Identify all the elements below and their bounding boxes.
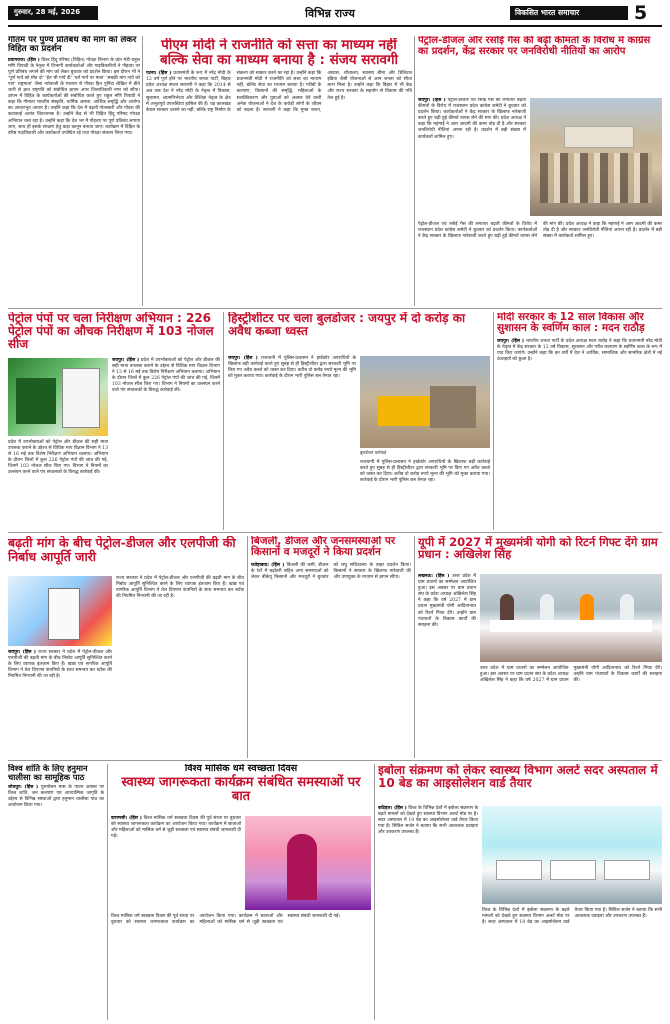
awareness-event-photo bbox=[245, 816, 371, 910]
headline: बढ़ती मांग के बीच पेट्रोल-डीजल और एलपीजी की निर्बाध आपूर्ति जारी bbox=[8, 536, 236, 564]
column-rule bbox=[414, 36, 415, 306]
row-rule bbox=[8, 308, 662, 309]
story-body: पेट्रोल-डीजल एवं रसोई गैस की लगातार बढ़ती कीमतों के विरोध में राजस्थान प्रदेश कांग्रेस कमेटी ने बुधवार को प्रदर्शन किया। कार्यकर्ताओं ने केंद्र सरकार के खिलाफ नारेबाजी करते हुए बढ़ी हुई कीमतें वापस लेने की मांग की। प्रदेश अध्यक्ष ने कहा कि महंगाई ने आम आदमी की कमर तोड़ दी है और सरकार जनविरोधी नीतियां अपना रही है। प्रदर्शन में बड़ी संख्या में कार्यकर्ता शामिल हुए। bbox=[418, 98, 526, 140]
story-hanuman-chalisa bbox=[8, 764, 104, 1020]
headline: स्वास्थ्य जागरूकता कार्यक्रम संबंधित समस्याओं पर बात bbox=[121, 775, 361, 805]
dateline: फतेहाबाद। (हिंस ) bbox=[251, 562, 285, 568]
story-body-continued: पेट्रोल-डीजल एवं रसोई गैस की लगातार बढ़ती कीमतों के विरोध में राजस्थान प्रदेश कांग्रेस कमेटी ने बुधवार को प्रदर्शन किया। कार्यकर्ताओं ने केंद्र सरकार के खिलाफ नारेबाजी करते हुए बढ़ी हुई कीमतें वापस लेने की मांग की। प्रदेश अध्यक्ष ने कहा कि महंगाई ने आम आदमी की कमर तोड़ दी है और सरकार जनविरोधी नीतियां अपना रही है। प्रदर्शन में बड़ी संख्या में कार्यकर्ता शामिल हुए। bbox=[418, 222, 662, 240]
section-title-box bbox=[245, 6, 415, 20]
story-body: राज्य सरकार ने प्रदेश में पेट्रोल-डीजल और एलपीजी की बढ़ती मांग के बीच निर्बाध आपूर्ति सुनिश्चित करने के लिए व्यापक इंतजाम किए हैं। खाद्य एवं नागरिक आपूर्ति विभाग ने तेल विपणन कंपनियों के साथ समन्वय कर स्टॉक की नियमित निगरानी की जा रही है। bbox=[8, 650, 112, 680]
bulldozer-photo bbox=[360, 356, 490, 448]
dateline: कटिहार। (हिंस ) bbox=[378, 806, 407, 811]
dateline: लखनऊ। (हिंस ) bbox=[418, 574, 450, 579]
story-body: राजधानी में पुलिस-प्रशासन ने हार्डकोर अपराधियों के खिलाफ बड़ी कार्रवाई करते हुए सुबह से ही हिस्ट्रीशीटर द्वारा सरकारी भूमि पर किए गए अवैध कब्जे को ध्वस्त कर दिया। करीब दो करोड़ रुपये मूल्य की भूमि को मुक्त कराया गया। कार्रवाई के दौरान भारी पुलिस बल तैनात रहा। bbox=[228, 356, 356, 380]
dateline: जयपुर। (हिंस ) bbox=[112, 358, 140, 363]
dateline: जोधपुर। (हिंस ) bbox=[8, 784, 39, 790]
story-body-continued: विश्व मासिक धर्म स्वच्छता दिवस की पूर्व संध्या पर बुधवार को स्वास्थ्य जागरूकता कार्यक्रम का आयोजन किया गया। कार्यक्रम में छात्राओं और महिलाओं को मासिक धर्म से जुड़ी स्वच्छता एवं स्वास्थ्य संबंधी जानकारी दी गई। bbox=[111, 914, 341, 926]
story-body-continued: उत्तर प्रदेश में ग्राम प्रधानों का सम्मेलन आयोजित हुआ। इस अवसर पर ग्राम प्रधान संघ के प्रदेश अध्यक्ष अखिलेश सिंह ने कहा कि वर्ष 2027 में ग्राम प्रधान मुख्यमंत्री योगी आदित्यनाथ को रिटर्न गिफ्ट देंगे। उन्होंने ग्राम पंचायतों के विकास कार्यों की सराहना की। bbox=[480, 666, 662, 684]
story-akhilesh-singh bbox=[418, 536, 662, 758]
story-body-continued: राजधानी में पुलिस-प्रशासन ने हार्डकोर अपराधियों के खिलाफ बड़ी कार्रवाई करते हुए सुबह से ही हिस्ट्रीशीटर द्वारा सरकारी भूमि पर किए गए अवैध कब्जे को ध्वस्त कर दिया। करीब दो करोड़ रुपये मूल्य की भूमि को मुक्त कराया गया। कार्रवाई के दौरान भारी पुलिस बल तैनात रहा। bbox=[360, 460, 490, 484]
masthead bbox=[0, 0, 670, 36]
isolation-ward-photo bbox=[482, 806, 662, 904]
paper-name: विकसित भारत समाचार bbox=[515, 8, 580, 17]
story-ebola-alert bbox=[378, 764, 662, 1020]
story-body: विश्व हिंदू परिषद (विहित) गोरक्षा विभाग के प्रांत मंत्री राहुल मणि त्रिपाठी के नेतृत्व में विभागी कार्यकर्ताओं और गाइडिकारियों ने गौहत्या पर पूर्ण प्रतिबंध लगाने की मांग को लेकर बुधवार को प्रदर्शन किया। इस दौरान भी ने 'पूर्ण गायें को मौत दो' 'हेत भी गायें दी' 'धर्म गायें पर माता' 'सबकी मांग गायें को पाएं' राष्ट्रमाता' जैसा नारेबाजी के माध्यम से गौवंश हित पुनिंदा लेखित में बीते जारी से ज्ञात राष्ट्रपति को संबोधित ज्ञापन अपर जिलाधिकारी नगर को सौंपा। ज्ञापन में विहित के कार्यकर्ताओं की संबोधित करते हुए राहुल मणि त्रिपाठी ने कहा कि गौमाता भारतीय संस्कृति, धार्मिक आस्था, आर्थिक समृद्धि और आरोग्य का आधारभूत आधार है। उन्होंने कहा कि देश में बढ़ती गोतस्करी और गौवंश की कटाकाई अत्यंत चिंताजनक है। उन्होंने केंद्र से भी विहित हिंदू परिषद गोरक्षा अभियान चला रहा है। उन्होंने कहा कि देश भर में गौहत्या पर पूर्ण प्रतिबंध लगाया जाए, साथ ही इसके संरक्षण हेतु कड़ा कानून बनाया जाए। कार्यक्रम में विहित के वरिष्ठ पदाधिकारी और कार्यकर्ता उपस्थित रहे तथा गौरक्षा संकल्प लिया गया। bbox=[8, 57, 140, 136]
story-body: भारतीय जनता पार्टी के प्रदेश अध्यक्ष मदन राठौड़ ने कहा कि प्रधानमंत्री नरेंद्र मोदी के नेतृत्व में केंद्र सरकार के 12 वर्ष विकास, सुशासन और गरीब कल्याण के स्वर्णिम काल के रूप में याद किए जाएंगे। उन्होंने कहा कि इन वर्षों में देश ने आर्थिक, सामाजिक और सामरिक क्षेत्रों में नई ऊंचाइयों को छुआ है। bbox=[497, 338, 662, 362]
story-body: प्रधानमंत्री के रूप में नरेंद्र मोदी के 12 वर्ष पूर्ण होने पर भारतीय जनता पार्टी, बिहार प्रदेश अध्यक्ष संजय सरावगी ने कहा कि 2014 से अब तक देश ने नरेंद्र मोदी के नेतृत्व में विकास, सुशासन, आत्मनिर्भरता और वैश्विक नेतृत्व के क्षेत्र में अभूतपूर्व उपलब्धियां हासिल की हैं। यह कालखंड केवल सरकार चलाने का नहीं, बल्कि राष्ट्र निर्माण के संकल्प को साकार करने का रहा है। उन्होंने कहा कि प्रधानमंत्री मोदी ने राजनीति को सत्ता का माध्यम नहीं, बल्कि सेवा का माध्यम बनाया है। गरीबों के कल्याण, किसानों की समृद्धि, महिलाओं के सशक्तिकरण और युवाओं को अवसर देने वाली अनेक योजनाओं ने देश के करोड़ों लोगों के जीवन को बदला है। सरावगी ने कहा कि मुफ्त राशन, आवास, शौचालय, स्वास्थ्य बीमा और डिजिटल इंडिया जैसी योजनाओं से आम जनता को सीधा लाभ मिला है। उन्होंने कहा कि बिहार में भी केंद्र और राज्य सरकार के सहयोग से विकास की गति तेज हुई है। bbox=[146, 71, 412, 113]
dateline: जयपुर। (हिंस ) bbox=[497, 338, 525, 344]
dateline: जयपुर। (हिंस ) bbox=[8, 650, 36, 655]
page-number: 5 bbox=[634, 2, 648, 24]
story-body-continued: प्रदेश में उपभोक्ताओं को पेट्रोल और डीजल की सही मात्रा उपलब्ध कराने के उद्देश्य से विधिक माप विज्ञान विभाग ने 13 से 16 मई तक विशेष निरीक्षण अभियान चलाया। अभियान के दौरान जिलों में कुल 226 पेट्रोल पंपों की जांच की गई, जिनमें 103 नोजल सीज किए गए। विभाग ने नियमों का उल्लंघन करने वाले पंप संचालकों के विरुद्ध कार्रवाई की। bbox=[8, 440, 108, 476]
story-farmers-protest bbox=[251, 536, 411, 758]
dateline: जयपुर। (हिंस ) bbox=[418, 98, 446, 103]
story-body: पुरुषोत्तम मास के पावन अवसर पर विश्व शांति, जन कल्याण एवं आध्यात्मिक जागृति के उद्देश्य से विभिन्न संस्थाओं द्वारा हनुमान चालीसा पाठ का आयोजन किया गया। bbox=[8, 784, 104, 808]
story-bulldozer-action bbox=[228, 312, 490, 530]
story-petrol-pump-inspection bbox=[8, 312, 220, 530]
section-title: विभिन्न राज्य bbox=[305, 7, 355, 20]
column-rule bbox=[247, 536, 248, 758]
story-fuel-lpg-supply bbox=[8, 536, 244, 758]
fuel-pump-photo bbox=[8, 576, 112, 646]
story-body: विश्व के विभिन्न देशों में इबोला संक्रमण के बढ़ते मामलों को देखते हुए स्वास्थ्य विभाग अलर्ट मोड पर है। सदर अस्पताल में 10 बेड का आइसोलेशन वार्ड तैयार किया गया है। सिविल सर्जन ने बताया कि सभी आवश्यक दवाइयां और उपकरण उपलब्ध हैं। bbox=[378, 806, 478, 836]
paper-name-box bbox=[510, 6, 628, 20]
protest-photo bbox=[530, 98, 662, 216]
column-rule bbox=[374, 764, 375, 1020]
column-rule bbox=[414, 536, 415, 758]
issue-date: गुरुवार, 28 मई, 2026 bbox=[14, 8, 81, 16]
dateline: जयपुर। (हिंस ) bbox=[228, 356, 258, 361]
row-rule bbox=[8, 532, 662, 533]
conference-photo bbox=[480, 574, 662, 662]
dateline: पटना। (हिंस ) bbox=[146, 71, 172, 77]
column-rule bbox=[142, 36, 143, 306]
headline: हिस्ट्रीशीटर पर चला बुलडोजर : जयपुर में दो करोड़ का अवैध कब्जा ध्वस्त bbox=[228, 312, 466, 338]
masthead-date-box bbox=[8, 6, 98, 20]
column-rule bbox=[223, 312, 224, 530]
story-body: विश्व मासिक धर्म स्वच्छता दिवस की पूर्व संध्या पर बुधवार को स्वास्थ्य जागरूकता कार्यक्रम का आयोजन किया गया। कार्यक्रम में छात्राओं और महिलाओं को मासिक धर्म से जुड़ी स्वच्छता एवं स्वास्थ्य संबंधी जानकारी दी गई। bbox=[111, 816, 241, 840]
headline: मोदी सरकार के 12 साल विकास और सुशासन के स्वर्णिम काल : मदन राठौड़ bbox=[497, 312, 645, 335]
headline: यूपी में 2027 में मुख्यमंत्री योगी को रिटर्न गिफ्ट देंगे ग्राम प्रधान : अखिलेश सिंह bbox=[418, 536, 658, 562]
story-madan-rathore bbox=[497, 312, 662, 530]
dateline: प्रयागराज। (हिंस ) bbox=[8, 57, 40, 63]
headline: पेट्रोल-डीजल और रसोई गैस की बढ़ी कीमतों के विरोध में कांग्रेस का प्रदर्शन, केंद्र सरकार पर जनविरोधी नीतियों का आरोप bbox=[418, 36, 651, 57]
column-rule bbox=[493, 312, 494, 530]
page-number-box bbox=[630, 2, 662, 24]
row-rule bbox=[8, 760, 662, 761]
story-body: उत्तर प्रदेश में ग्राम प्रधानों का सम्मेलन आयोजित हुआ। इस अवसर पर ग्राम प्रधान संघ के प्रदेश अध्यक्ष अखिलेश सिंह ने कहा कि वर्ष 2027 में ग्राम प्रधान मुख्यमंत्री योगी आदित्यनाथ को रिटर्न गिफ्ट देंगे। उन्होंने ग्राम पंचायतों के विकास कार्यों की सराहना की। bbox=[418, 574, 476, 628]
petrol-pump-photo bbox=[8, 358, 108, 436]
kicker: विश्व मासिक धर्म स्वच्छता दिवस bbox=[184, 764, 298, 774]
headline: विश्व शांति के लिए हनुमान चालीसा का सामूहिक पाठ bbox=[8, 764, 88, 782]
headline: गौतम पर पुण्य प्रतिबंध की मांग को लेकर विहित का प्रदर्शन bbox=[8, 36, 137, 55]
story-congress-protest bbox=[418, 36, 662, 306]
story-modi-sarawgi bbox=[146, 38, 412, 306]
column-rule bbox=[107, 764, 108, 1020]
dateline: वाराणसी। (हिंस ) bbox=[111, 816, 142, 821]
story-cow-protest bbox=[8, 36, 140, 306]
story-body: प्रदेश में उपभोक्ताओं को पेट्रोल और डीजल की सही मात्रा उपलब्ध कराने के उद्देश्य से विधिक माप विज्ञान विभाग ने 13 से 16 मई तक विशेष निरीक्षण अभियान चलाया। अभियान के दौरान जिलों में कुल 226 पेट्रोल पंपों की जांच की गई, जिनमें 103 नोजल सीज किए गए। विभाग ने नियमों का उल्लंघन करने वाले पंप संचालकों के विरुद्ध कार्रवाई की। bbox=[112, 358, 220, 394]
headline-line-2: बल्कि सेवा का माध्यम बनाया है : संजय सरावगी bbox=[159, 51, 399, 68]
masthead-rule bbox=[8, 25, 662, 27]
story-body: बिजली की कमी, डीजल के रेटों में बढ़ोतरी सहित अन्य समस्याओं को लेकर बीकेयू किसानों और मजदूरों ने बुधवार को लघु सचिवालय के बाहर प्रदर्शन किया। किसानों ने सरकार के खिलाफ नारेबाजी की और उपायुक्त के माध्यम से ज्ञापन सौंपा। bbox=[251, 562, 411, 580]
headline: इबोला संक्रमण को लेकर स्वास्थ्य विभाग अलर्ट सदर अस्पताल में 10 बेड का आइसोलेशन वार्ड तैयार bbox=[378, 764, 658, 790]
story-body-continued: राज्य सरकार ने प्रदेश में पेट्रोल-डीजल और एलपीजी की बढ़ती मांग के बीच निर्बाध आपूर्ति सुनिश्चित करने के लिए व्यापक इंतजाम किए हैं। खाद्य एवं नागरिक आपूर्ति विभाग ने तेल विपणन कंपनियों के साथ समन्वय कर स्टॉक की नियमित निगरानी की जा रही है। bbox=[116, 576, 244, 600]
story-body-continued: विश्व के विभिन्न देशों में इबोला संक्रमण के बढ़ते मामलों को देखते हुए स्वास्थ्य विभाग अलर्ट मोड पर है। सदर अस्पताल में 10 बेड का आइसोलेशन वार्ड तैयार किया गया है। सिविल सर्जन ने बताया कि सभी आवश्यक दवाइयां और उपकरण उपलब्ध हैं। bbox=[482, 908, 662, 926]
photo-caption: बुलडोजर कार्रवाई bbox=[360, 450, 387, 455]
headline: बिजली, डीजल और जनसमस्याओं पर किसानों व मजदूरों ने किया प्रदर्शन bbox=[251, 536, 396, 559]
headline-line-1: पीएम मोदी ने राजनीति को सत्ता का माध्यम नहीं bbox=[161, 38, 397, 53]
story-menstrual-hygiene bbox=[111, 764, 371, 1020]
headline: पेट्रोल पंपों पर चला निरीक्षण अभियान : 226 पेट्रोल पंपों का औचक निरीक्षण में 103 नोजल सीज bbox=[8, 312, 214, 351]
